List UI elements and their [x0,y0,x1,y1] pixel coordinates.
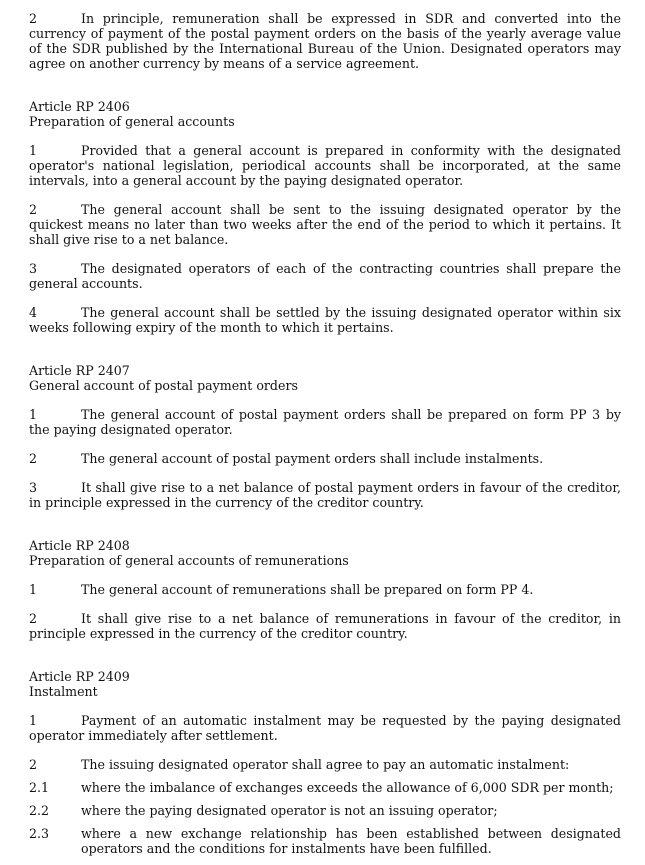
paragraph-text: The general account shall be settled by the issuing designated operator within six weeks following expiry of the month to which it pertains. [29,305,621,335]
paragraph-number: 1 [29,143,38,158]
sub-item-number: 2.1 [29,780,50,795]
sub-item-number: 2.3 [29,826,50,841]
article-title: Preparation of general accounts [29,114,235,129]
paragraph-number: 2 [29,11,38,26]
article-paragraph [29,611,621,641]
paragraph-number: 4 [29,305,38,320]
intro-paragraph [29,11,621,71]
article-paragraph [29,480,621,510]
paragraph-text: The general account of postal payment orders shall include instalments. [81,451,544,466]
article-paragraph [29,582,621,597]
paragraph-text: Provided that a general account is prepared in conformity with the designated operator's national legislation, periodical accounts shall be incorporated, at the same intervals, into a general account by the paying designated operator. [29,143,621,188]
paragraph-text: The general account of remunerations shall be prepared on form PP 4. [81,582,534,597]
article-number: Article RP 2408 [29,538,130,553]
paragraph-text: It shall give rise to a net balance of remunerations in favour of the creditor, in principle expressed in the currency of the creditor country. [29,611,621,641]
paragraph-text: The general account of postal payment orders shall be prepared on form PP 3 by the paying designated operator. [29,407,621,437]
paragraph-text: Payment of an automatic instalment may be requested by the paying designated operator immediately after settlement. [29,713,621,743]
article-number: Article RP 2409 [29,669,130,684]
article-rp-2408 [29,538,621,641]
paragraph-text: The general account shall be sent to the issuing designated operator by the quickest means no later than two weeks after the end of the period to which it pertains. It shall give rise to a net balance. [29,202,621,247]
paragraph-number: 3 [29,261,38,276]
article-number: Article RP 2406 [29,99,130,114]
article-rp-2406 [29,99,621,335]
sub-item [29,780,621,795]
article-rp-2409 [29,669,621,856]
paragraph-number: 3 [29,480,38,495]
paragraph-text: The designated operators of each of the contracting countries shall prepare the general accounts. [29,261,621,291]
paragraph-number: 1 [29,582,38,597]
sub-item-text: The issuing designated operator shall agree to pay an automatic instalment: [81,757,570,772]
paragraph-number: 2 [29,611,38,626]
paragraph-number: 2 [29,202,38,217]
sub-item [29,757,621,772]
paragraph-text: It shall give rise to a net balance of postal payment orders in favour of the creditor, in principle expressed in the currency of the creditor country. [29,480,621,510]
article-title: Preparation of general accounts of remunerations [29,553,349,568]
article-title: Instalment [29,684,98,699]
sub-item [29,803,621,818]
sub-item-text: where a new exchange relationship has been established between designated operators and the conditions for instalments have been fulfilled. [81,826,621,856]
article-rp-2407 [29,363,621,510]
paragraph-number: 1 [29,407,38,422]
article-paragraph [29,143,621,188]
sub-item [29,826,621,856]
article-number: Article RP 2407 [29,363,130,378]
article-paragraph [29,713,621,743]
paragraph-number: 2 [29,451,38,466]
article-paragraph [29,261,621,291]
article-paragraph [29,202,621,247]
article-paragraph [29,305,621,335]
article-title: General account of postal payment orders [29,378,298,393]
article-paragraph [29,407,621,437]
sub-item-number: 2 [29,757,38,772]
paragraph-number: 1 [29,713,38,728]
sub-item-text: where the paying designated operator is not an issuing operator; [81,803,498,818]
document-page [29,11,621,864]
sub-item-number: 2.2 [29,803,50,818]
sub-item-text: where the imbalance of exchanges exceeds the allowance of 6,000 SDR per month; [81,780,614,795]
article-paragraph [29,451,621,466]
paragraph-text: In principle, remuneration shall be expressed in SDR and converted into the currency of payment of the postal payment orders on the basis of the yearly average value of the SDR published by the International Bureau of the Union. Designated operators may agree on another currency by means of a service agreement. [29,11,621,71]
